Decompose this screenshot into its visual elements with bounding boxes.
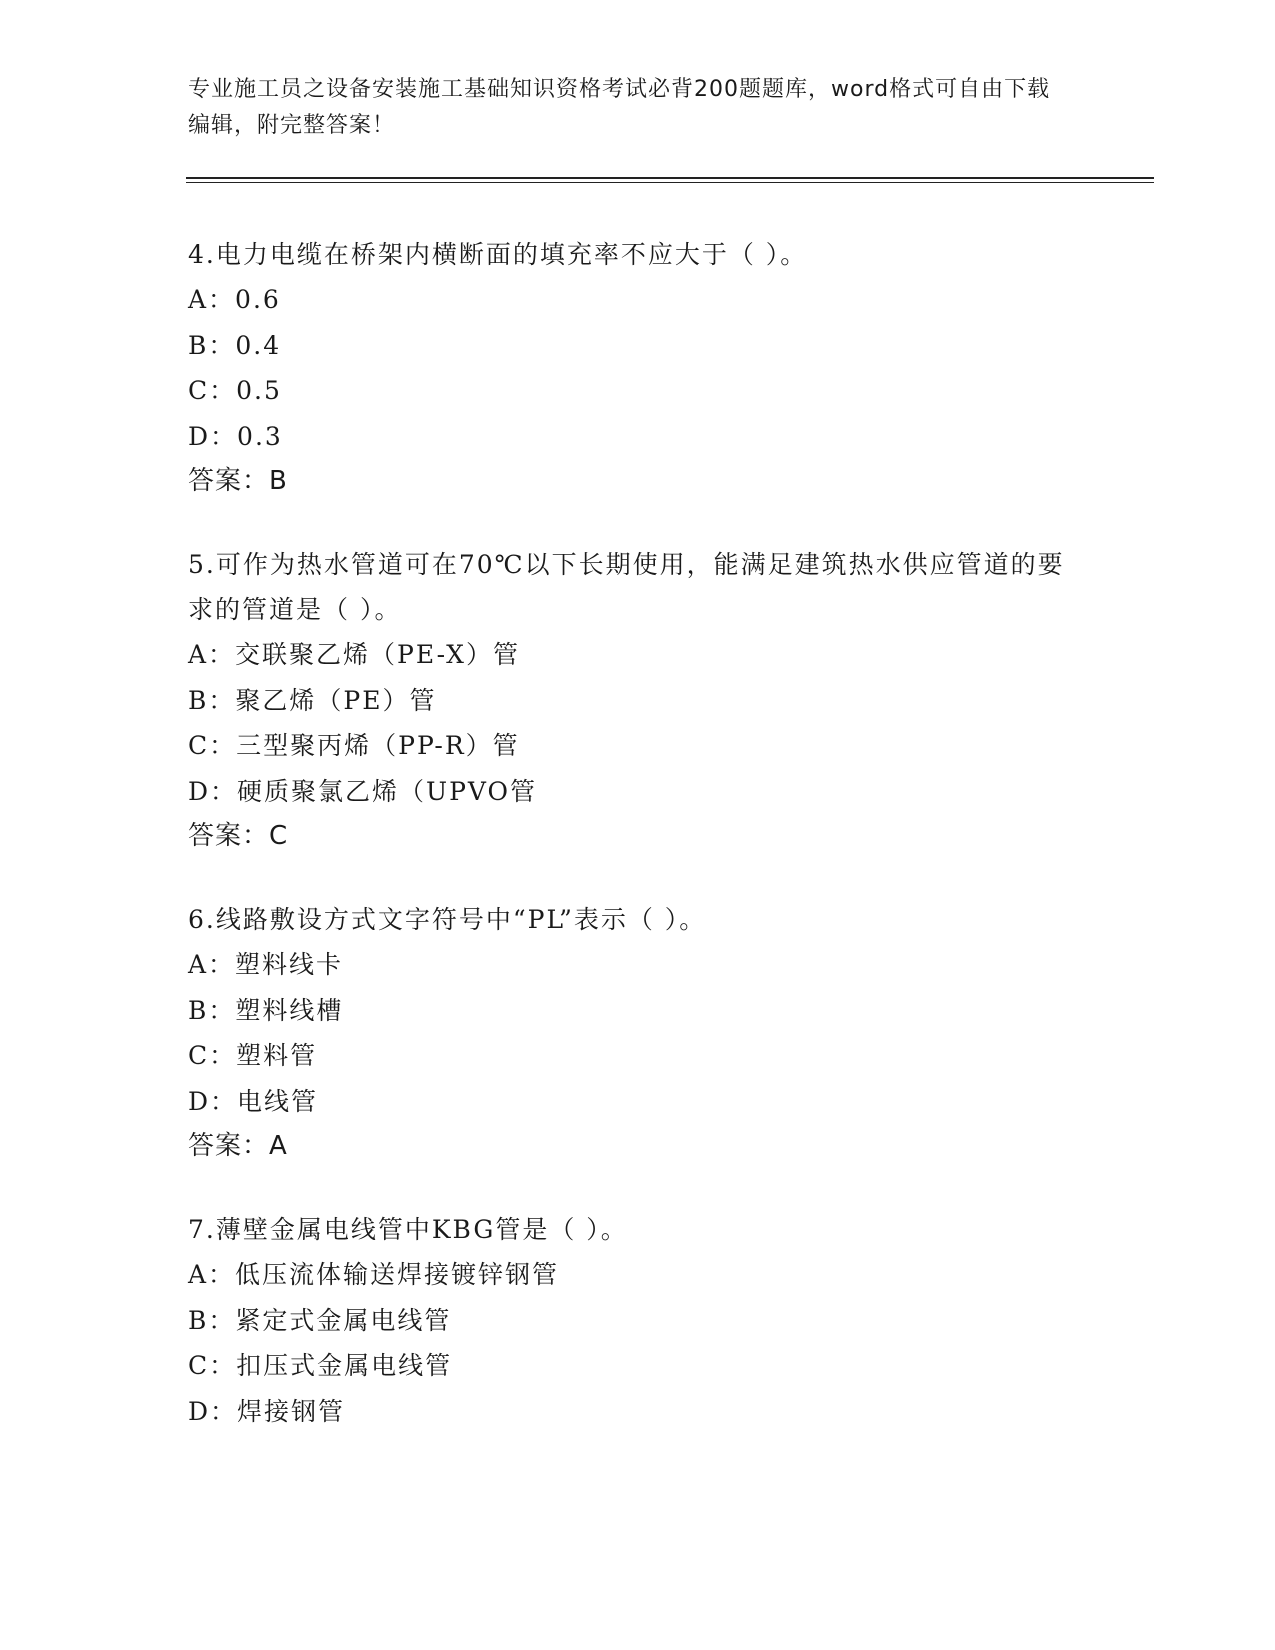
option-b: B：紧定式金属电线管 [188, 1305, 452, 1335]
option-d: D：0.3 [188, 421, 283, 451]
option-a: A：低压流体输送焊接镀锌钢管 [188, 1260, 560, 1289]
option-a: A：交联聚乙烯（PE-X）管 [188, 640, 520, 669]
option-d: D：电线管 [188, 1086, 319, 1116]
question-5 [188, 542, 1088, 859]
option-b: B：聚乙烯（PE）管 [188, 685, 437, 715]
option-c: C：三型聚丙烯（PP-R）管 [188, 731, 520, 760]
option-b: B：塑料线槽 [188, 995, 344, 1025]
question-list [188, 232, 1088, 1472]
header-divider-thin [186, 182, 1154, 183]
answer-line: 答案：B [188, 466, 288, 496]
question-text: 6.线路敷设方式文字符号中“PL”表示（ ）。 [188, 905, 707, 934]
question-text: 5.可作为热水管道可在70℃以下长期使用，能满足建筑热水供应管道的要求的管道是（ ）。 [188, 550, 1065, 624]
header-divider-thick [186, 177, 1154, 179]
question-4 [188, 232, 1088, 504]
option-c: C：塑料管 [188, 1041, 318, 1070]
option-a: A：塑料线卡 [188, 950, 344, 979]
question-6 [188, 897, 1088, 1169]
option-d: D：焊接钢管 [188, 1396, 346, 1426]
answer-line: 答案：C [188, 821, 289, 851]
option-d: D：硬质聚氯乙烯（UPVO管 [188, 776, 538, 806]
option-c: C：0.5 [188, 376, 282, 405]
document-header: 专业施工员之设备安装施工基础知识资格考试必背200题题库，word格式可自由下载编辑，附完整答案！ [188, 77, 1051, 138]
question-7 [188, 1207, 1088, 1434]
question-text: 7.薄壁金属电线管中KBG管是（ ）。 [188, 1215, 628, 1244]
option-c: C：扣压式金属电线管 [188, 1351, 453, 1380]
option-b: B：0.4 [188, 330, 282, 360]
question-text: 4.电力电缆在桥架内横断面的填充率不应大于（ ）。 [188, 240, 808, 269]
option-a: A：0.6 [188, 285, 281, 314]
answer-line: 答案：A [188, 1131, 288, 1161]
